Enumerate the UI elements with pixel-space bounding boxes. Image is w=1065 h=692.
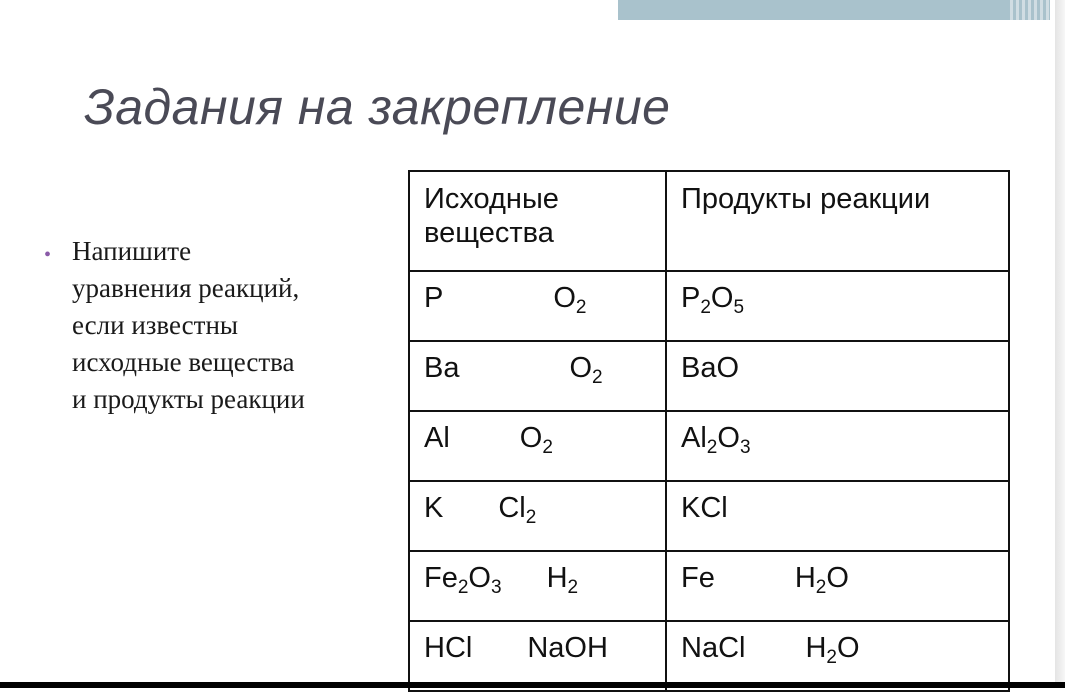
products-cell	[666, 481, 1009, 551]
table-body	[409, 271, 1009, 691]
chemical-formula	[424, 352, 459, 385]
chemical-formula	[553, 282, 587, 318]
formula-symbol: H	[805, 632, 827, 664]
bottom-border	[0, 682, 1065, 688]
formula-symbol: H	[546, 562, 568, 594]
formula-symbol: KCl	[681, 492, 728, 524]
table-row	[409, 411, 1009, 481]
formula-symbol: Ba	[424, 352, 460, 384]
slide-right-edge	[1055, 0, 1065, 688]
formula-symbol: O	[519, 422, 543, 454]
chemical-formula	[424, 562, 502, 598]
chemical-formula	[498, 492, 537, 528]
reactants-cell	[409, 411, 666, 481]
bullet-line: и продукты реакции	[72, 384, 305, 414]
bullet-line: Напишите	[72, 236, 192, 266]
header-reactants-label: Исходные вещества	[424, 183, 559, 249]
formula-symbol: NaCl	[681, 632, 746, 664]
products-cell	[666, 411, 1009, 481]
formula-symbol: P	[424, 282, 444, 314]
formula-subscript: 2	[567, 577, 579, 598]
products-cell	[666, 271, 1009, 341]
products-cell	[666, 551, 1009, 621]
header-accent-bar	[618, 0, 1036, 20]
formula-subscript: 3	[739, 437, 751, 458]
bullet-line: уравнения реакций,	[72, 273, 300, 303]
table-row	[409, 551, 1009, 621]
formula-subscript: 5	[733, 297, 745, 318]
chemical-formula	[569, 352, 603, 388]
chemical-formula	[805, 632, 860, 668]
formula-symbol: O	[468, 562, 491, 594]
formula-symbol: O	[837, 632, 860, 664]
formula-symbol: O	[710, 282, 734, 314]
formula-symbol: BaO	[681, 352, 740, 384]
bullet-line: если известны	[72, 310, 239, 340]
chemical-formula	[424, 282, 443, 315]
chemical-formula	[681, 632, 745, 665]
chemical-formula	[794, 562, 849, 598]
formula-symbol: Fe	[424, 562, 458, 594]
formula-subscript: 2	[457, 577, 469, 598]
formula-subscript: 3	[490, 577, 502, 598]
formula-subscript: 2	[700, 297, 711, 318]
table-row	[409, 481, 1009, 551]
formula-symbol: Fe	[681, 562, 715, 594]
formula-subscript: 2	[525, 507, 537, 528]
chemical-formula	[519, 422, 553, 458]
bullet-line: исходные вещества	[72, 347, 295, 377]
chemical-formula	[546, 562, 579, 598]
bullet-dot-icon: •	[44, 244, 52, 266]
formula-subscript: 2	[826, 647, 837, 668]
slide-title: Задания на закрепление	[84, 79, 671, 135]
chemical-formula	[424, 422, 450, 455]
formula-symbol: NaOH	[527, 632, 608, 664]
reactions-table	[408, 170, 1010, 692]
chemical-formula	[681, 562, 715, 595]
formula-symbol: P	[681, 282, 701, 314]
formula-symbol: Cl	[498, 492, 526, 524]
header-accent-stripes	[1010, 0, 1050, 20]
formula-symbol: O	[569, 352, 593, 384]
formula-symbol: HCl	[424, 632, 473, 664]
formula-symbol: O	[553, 282, 576, 314]
reactants-cell	[409, 341, 666, 411]
table-header-row	[409, 171, 1009, 271]
reactants-cell	[409, 481, 666, 551]
table-row	[409, 271, 1009, 341]
table-row	[409, 341, 1009, 411]
formula-subscript: 2	[706, 437, 718, 458]
chemical-formula	[424, 492, 443, 525]
reactants-cell	[409, 621, 666, 691]
reactants-cell	[409, 271, 666, 341]
formula-symbol: Al	[424, 422, 450, 454]
chemical-formula	[681, 492, 728, 525]
formula-subscript: 2	[542, 437, 553, 458]
bullet-text	[72, 233, 402, 418]
formula-subscript: 2	[592, 367, 603, 388]
chemical-formula	[424, 632, 472, 665]
formula-symbol: Al	[681, 422, 707, 454]
header-reactants	[409, 171, 666, 271]
products-cell	[666, 621, 1009, 691]
formula-symbol: H	[794, 562, 816, 594]
formula-symbol: O	[717, 422, 740, 454]
reactants-cell	[409, 551, 666, 621]
formula-symbol: O	[826, 562, 849, 594]
chemical-formula	[681, 422, 751, 458]
products-cell	[666, 341, 1009, 411]
chemical-formula	[681, 352, 739, 385]
table-row	[409, 621, 1009, 691]
chemical-formula	[681, 282, 745, 318]
chemical-formula	[527, 632, 608, 665]
formula-symbol: K	[424, 492, 444, 524]
formula-subscript: 2	[815, 577, 827, 598]
formula-subscript: 2	[575, 297, 587, 318]
header-products: Продукты реакции	[666, 171, 1009, 271]
